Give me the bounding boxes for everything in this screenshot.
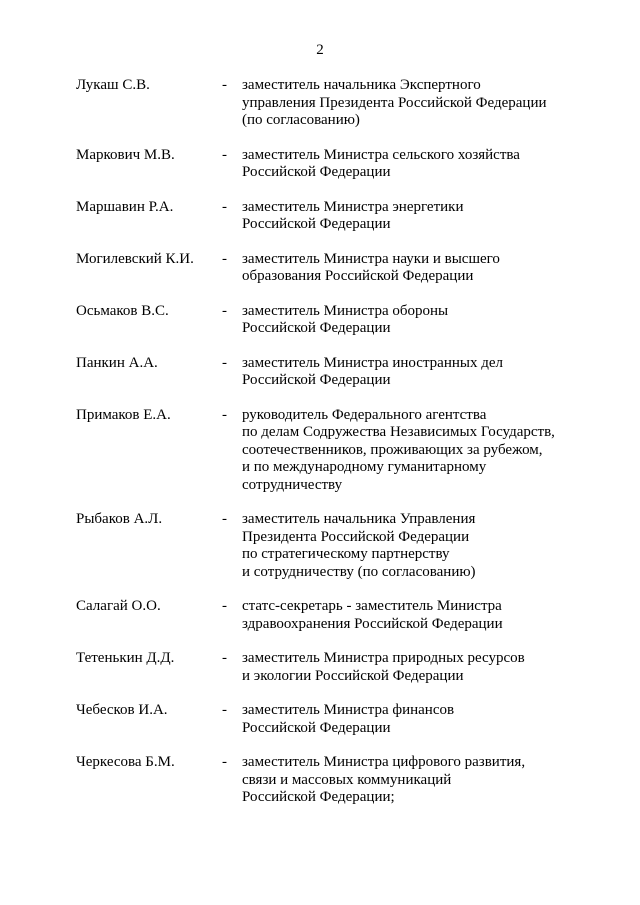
member-role	[242, 355, 622, 390]
role-line: связи и массовых коммуникаций	[242, 771, 452, 788]
member-list	[0, 77, 640, 807]
role-line: здравоохранения Российской Федерации	[242, 615, 503, 632]
role-line: и сотрудничеству (по согласованию)	[242, 563, 476, 580]
member-entry	[0, 407, 640, 495]
role-line: по стратегическому партнерству	[242, 546, 450, 562]
role-line: заместитель начальника Экспертного	[242, 77, 481, 93]
role-line: сотрудничеству	[242, 476, 343, 493]
member-entry	[0, 511, 640, 581]
role-line: руководитель Федерального агентства	[242, 406, 487, 423]
role-line: заместитель Министра цифрового развития,	[242, 754, 526, 770]
member-name: Лукаш С.В.	[76, 77, 150, 93]
role-line: и экологии Российской Федерации	[242, 667, 464, 684]
role-line: Российской Федерации	[242, 320, 391, 336]
member-entry	[0, 702, 640, 737]
page-number: 2	[316, 42, 324, 58]
role-line: (по согласованию)	[242, 112, 360, 128]
dash-separator: -	[222, 146, 227, 163]
dash-separator: -	[222, 354, 227, 371]
member-entry	[0, 598, 640, 633]
member-entry	[0, 147, 640, 182]
member-role	[242, 77, 622, 130]
role-line: управления Президента Российской Федерации	[242, 94, 547, 111]
role-line: заместитель Министра финансов	[242, 702, 455, 718]
member-name: Черкесова Б.М.	[76, 754, 175, 770]
member-role	[242, 407, 622, 495]
role-line: заместитель Министра иностранных дел	[242, 354, 503, 371]
member-entry	[0, 251, 640, 286]
dash-separator: -	[222, 77, 227, 93]
role-line: образования Российской Федерации	[242, 268, 474, 284]
member-role	[242, 147, 622, 182]
dash-separator: -	[222, 406, 227, 423]
dash-separator: -	[222, 511, 227, 527]
member-name: Маркович М.В.	[76, 146, 175, 163]
dash-separator: -	[222, 702, 227, 718]
member-name: Могилевский К.И.	[76, 250, 194, 267]
dash-separator: -	[222, 754, 227, 770]
member-role	[242, 251, 622, 286]
role-line: заместитель Министра обороны	[242, 302, 449, 319]
member-entry	[0, 77, 640, 130]
member-name: Осьмаков В.С.	[76, 302, 169, 319]
role-line: заместитель Министра энергетики	[242, 198, 464, 215]
dash-separator: -	[222, 598, 227, 614]
member-entry	[0, 754, 640, 807]
member-entry	[0, 303, 640, 338]
member-name: Примаков Е.А.	[76, 406, 171, 423]
member-entry	[0, 650, 640, 685]
role-line: по делам Содружества Независимых Государств,	[242, 424, 555, 440]
member-name: Салагай О.О.	[76, 598, 161, 614]
role-line: заместитель Министра природных ресурсов	[242, 650, 525, 666]
member-role	[242, 598, 622, 633]
role-line: и по международному гуманитарному	[242, 459, 487, 475]
role-line: заместитель Министра науки и высшего	[242, 250, 500, 267]
member-name: Рыбаков А.Л.	[76, 511, 163, 527]
dash-separator: -	[222, 650, 227, 666]
dash-separator: -	[222, 250, 227, 267]
role-line: статс-секретарь - заместитель Министра	[242, 598, 502, 614]
role-line: соотечественников, проживающих за рубежом,	[242, 441, 543, 458]
member-role	[242, 511, 622, 581]
role-line: Российской Федерации	[242, 372, 391, 388]
member-entry	[0, 355, 640, 390]
dash-separator: -	[222, 302, 227, 319]
member-role	[242, 702, 622, 737]
member-role	[242, 650, 622, 685]
role-line: Российской Федерации	[242, 216, 391, 232]
role-line: Президента Российской Федерации	[242, 528, 470, 545]
member-role	[242, 199, 622, 234]
role-line: заместитель начальника Управления	[242, 511, 476, 527]
dash-separator: -	[222, 198, 227, 215]
member-name: Маршавин Р.А.	[76, 198, 174, 215]
member-name: Панкин А.А.	[76, 354, 158, 371]
member-entry	[0, 199, 640, 234]
role-line: Российской Федерации	[242, 719, 391, 736]
member-role	[242, 303, 622, 338]
role-line: Российской Федерации	[242, 164, 391, 180]
role-line: Российской Федерации;	[242, 789, 395, 805]
role-line: заместитель Министра сельского хозяйства	[242, 146, 520, 163]
member-role	[242, 754, 622, 807]
member-name: Чебесков И.А.	[76, 702, 168, 718]
member-name: Тетенькин Д.Д.	[76, 650, 175, 666]
